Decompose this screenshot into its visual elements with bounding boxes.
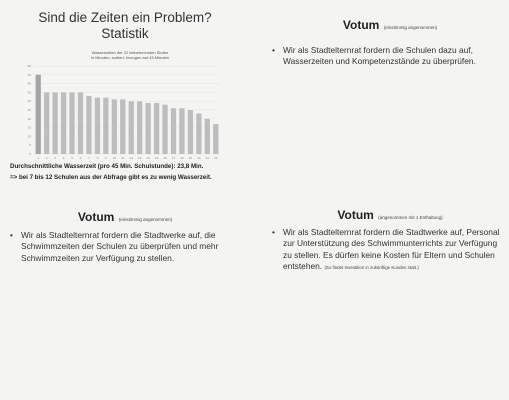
bar-17 — [171, 108, 176, 154]
y-tick-label: 30 — [27, 99, 31, 104]
bar-20 — [196, 114, 201, 154]
votum-heading — [295, 16, 485, 34]
x-tick-label: 11 — [121, 156, 125, 160]
y-tick-label: 40 — [27, 81, 31, 86]
x-tick-label: 21 — [205, 156, 209, 160]
votum-title: Votum — [77, 210, 115, 224]
bar-12 — [129, 101, 134, 154]
bar-7 — [86, 96, 91, 154]
bar-18 — [179, 108, 184, 154]
x-tick-label: 12 — [129, 156, 133, 160]
x-tick-label: 17 — [171, 156, 176, 160]
x-tick-label: 7 — [88, 156, 90, 160]
bar-14 — [146, 103, 151, 154]
bar-5 — [69, 92, 74, 154]
bullet-dot-icon: • — [272, 227, 275, 237]
y-tick-label: 0 — [29, 152, 31, 156]
x-tick-label: 19 — [188, 156, 193, 160]
bar-2 — [44, 92, 49, 154]
x-tick-label: 16 — [163, 156, 167, 160]
x-tick-label: 6 — [79, 156, 82, 160]
y-tick-label: 50 — [27, 64, 31, 68]
bar-19 — [188, 110, 193, 154]
x-tick-label: 4 — [62, 156, 65, 160]
bar-11 — [120, 99, 125, 154]
bullet-dot-icon: • — [272, 45, 275, 55]
bar-21 — [205, 119, 210, 154]
x-tick-label: 22 — [214, 156, 218, 160]
x-tick-label: 5 — [71, 156, 73, 160]
x-tick-label: 10 — [112, 156, 116, 160]
bar-13 — [137, 101, 142, 154]
x-tick-label: 14 — [146, 156, 150, 160]
votum-bullet — [283, 227, 505, 274]
bar-16 — [162, 105, 167, 154]
x-tick-label: 18 — [180, 156, 184, 160]
x-tick-label: 15 — [154, 156, 159, 160]
chart-summary — [10, 163, 248, 182]
chart-caption-line-2: in Minuten, sortiert, bezogen auf 45 Minuten — [90, 55, 170, 60]
x-tick-label: 13 — [138, 156, 142, 160]
y-tick-label: 5 — [29, 143, 31, 148]
votum-heading — [285, 206, 495, 224]
bar-1 — [36, 75, 41, 154]
votum-panel-bottom-right — [255, 200, 509, 400]
bar-8 — [95, 98, 100, 154]
x-tick-label: 8 — [96, 156, 99, 160]
bar-9 — [103, 98, 108, 154]
x-tick-label: 1 — [37, 156, 40, 160]
y-tick-label: 15 — [27, 125, 31, 130]
votum-panel-bottom-left — [0, 200, 250, 400]
statistics-title — [15, 10, 235, 42]
votum-note: (einstimmig angenommen) — [383, 25, 438, 30]
votum-heading — [30, 208, 220, 226]
votum-note: (einstimmig angenommen) — [118, 217, 173, 222]
votum-fine-note: (So findet Investition in zukünftige Kunden statt.) — [324, 265, 419, 271]
y-tick-label: 25 — [27, 108, 31, 112]
chart-svg — [20, 62, 230, 162]
chart-caption-line-1: Wasserzeiten der 22 teilnehmenden Stufen — [91, 50, 169, 55]
votum-bullet: Wir als Stadtelternrat fordern die Schulen dazu auf, Wasserzeiten und Kompetenzstände zu überprüfen. — [283, 45, 476, 67]
title-line-2: Statistik — [101, 26, 149, 41]
bar-22 — [213, 124, 218, 154]
votum-title: Votum — [342, 18, 380, 32]
votum-bullet-text: Wir als Stadtelternrat fordern die Stadtwerke auf, Personal zur Unterstützung des Schwimmunterrichts zur Verfügung zu stellen. Es dürfen keine Kosten für Eltern und Schulen entstehen. — [283, 227, 500, 272]
y-tick-label: 45 — [27, 72, 31, 77]
votum-note: (angenommen mit 1 Enthaltung) — [378, 215, 443, 220]
x-tick-label: 20 — [197, 156, 201, 160]
statistics-panel — [0, 0, 250, 200]
summary-line-1: Durchschnittliche Wasserzeit (pro 45 Min. Schulstunde): 23,8 Min. — [10, 163, 204, 170]
votum-panel-top-right — [255, 0, 509, 200]
bar-3 — [53, 92, 58, 154]
y-tick-label: 10 — [27, 134, 31, 139]
y-tick-label: 35 — [27, 90, 31, 95]
chart-caption — [60, 50, 200, 60]
votum-bullet: Wir als Stadtelternrat fordern die Stadtwerke auf, die Schwimmzeiten der Schulen zu überprüfen und mehr Schwimmzeiten zur Verfügung zu stellen. — [21, 230, 219, 263]
water-time-chart — [20, 50, 230, 162]
title-line-1: Sind die Zeiten ein Problem? — [38, 10, 212, 25]
y-tick-label: 20 — [27, 116, 31, 121]
x-tick-label: 9 — [105, 156, 107, 160]
bar-10 — [112, 99, 117, 154]
x-tick-label: 3 — [54, 156, 56, 160]
votum-title: Votum — [337, 208, 374, 222]
bar-4 — [61, 92, 66, 154]
bullet-dot-icon: • — [10, 230, 13, 240]
summary-line-2: => bei 7 bis 12 Schulen aus der Abfrage gibt es zu wenig Wasserzeit. — [10, 174, 212, 181]
bar-15 — [154, 103, 159, 154]
x-tick-label: 2 — [45, 156, 48, 160]
bar-6 — [78, 92, 83, 154]
